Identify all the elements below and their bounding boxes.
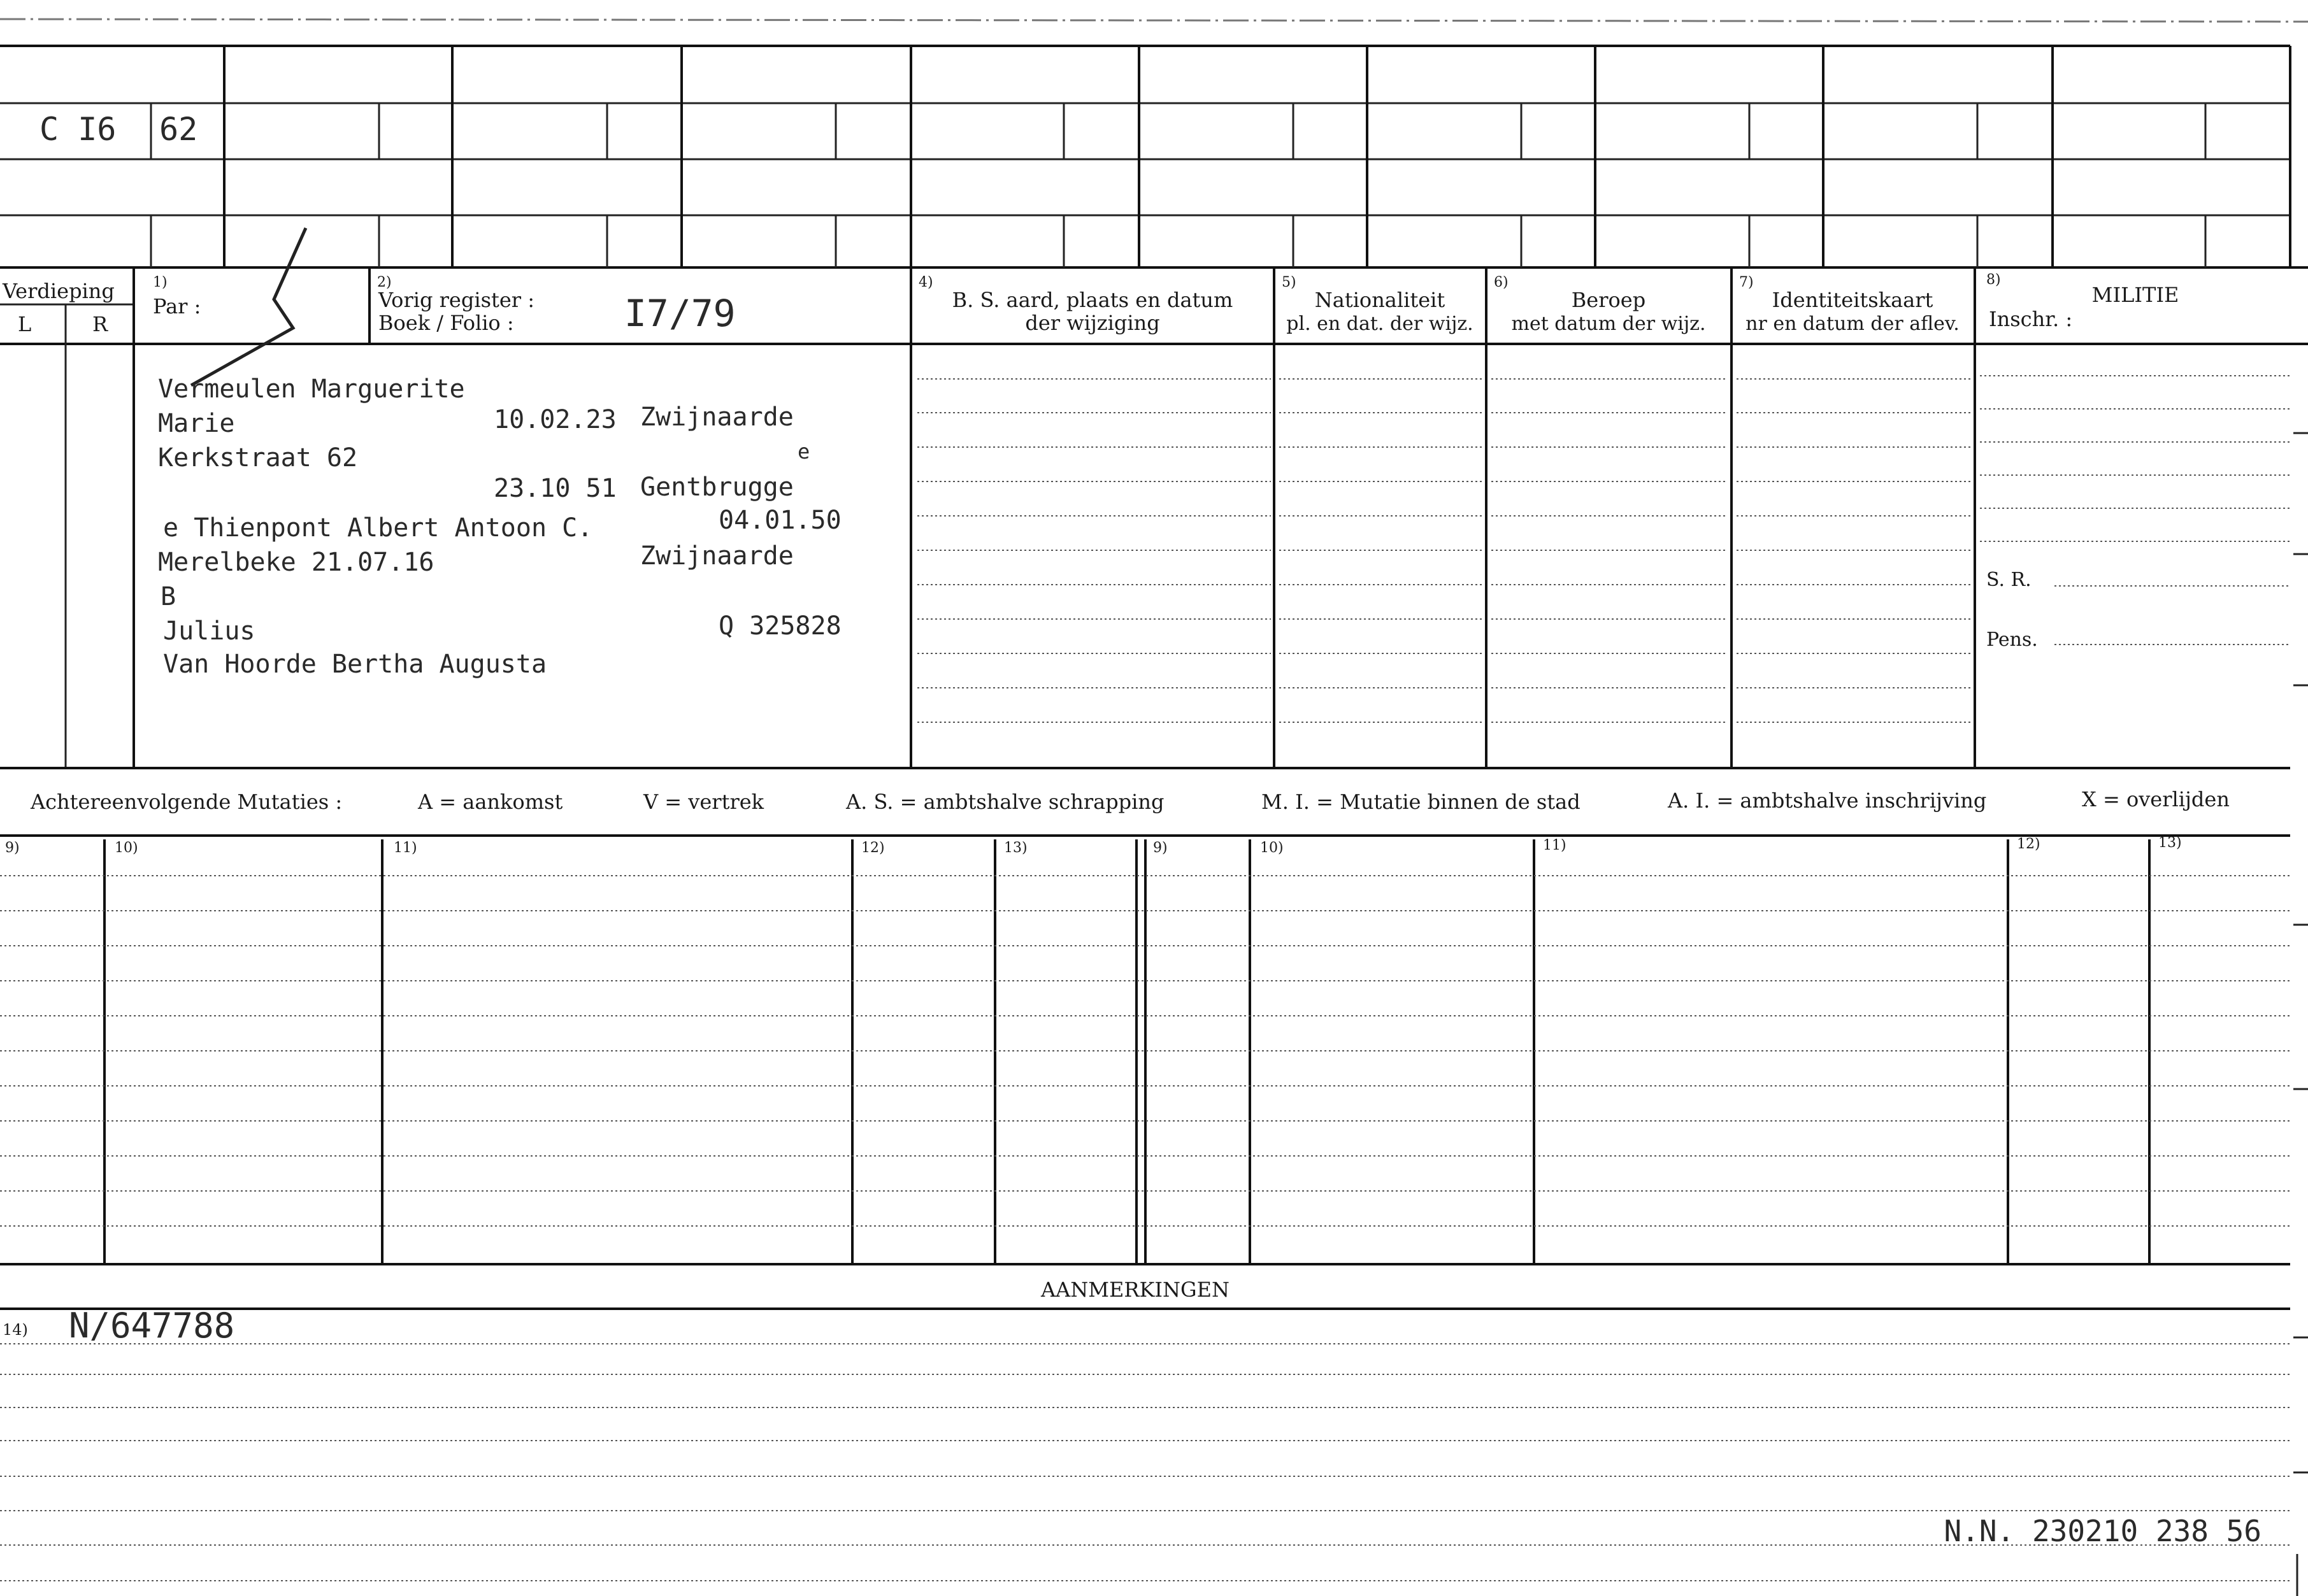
col8-num: 8) <box>1986 272 2001 288</box>
person-line2-place: Zwijnaarde <box>640 403 794 432</box>
col1-num: 1) <box>153 274 168 290</box>
mutaties-label: Achtereenvolgende Mutaties : <box>31 790 343 814</box>
col2-num: 2) <box>377 274 392 290</box>
verdieping-label: Verdieping <box>3 279 115 303</box>
militie-pens: Pens. <box>1986 629 2038 651</box>
col7-line2: nr en datum der aflev. <box>1745 313 1960 335</box>
militie-title: MILITIE <box>2091 283 2179 307</box>
col5-line1: Nationaliteit <box>1314 288 1445 312</box>
mut-left-12: 12) <box>861 840 885 856</box>
person-line3: Kerkstraat 62 <box>158 443 358 473</box>
person-line2-name: Marie <box>158 409 235 438</box>
col6-line2: met datum der wijz. <box>1511 313 1706 335</box>
aanmerkingen-title: AANMERKINGEN <box>1041 1278 1229 1302</box>
mut-left-9: 9) <box>5 840 20 856</box>
mutaties-a: A = aankomst <box>418 790 563 814</box>
col7-num: 7) <box>1739 274 1754 290</box>
col2-line1: Vorig register : <box>378 288 535 312</box>
person-line6: Merelbeke 21.07.16 <box>158 548 434 577</box>
person-line4-place: Gentbrugge <box>640 473 794 502</box>
mut-right-13: 13) <box>2158 835 2182 851</box>
mut-left-10: 10) <box>115 840 138 856</box>
col5-num: 5) <box>1282 274 1296 290</box>
aanmerkingen-num: 14) <box>3 1321 28 1339</box>
mut-left-11: 11) <box>394 840 417 856</box>
aanmerkingen-value: N/647788 <box>69 1306 235 1346</box>
col7-line1: Identiteitskaart <box>1772 288 1933 312</box>
col5-line2: pl. en dat. der wijz. <box>1286 313 1473 335</box>
person-line8-num: Q 325828 <box>719 611 842 641</box>
mutaties-x: X = overlijden <box>2082 787 2230 811</box>
mut-right-9: 9) <box>1153 840 1168 856</box>
nn-number: N.N. 230210 238 56 <box>1944 1514 2261 1548</box>
mutaties-as: A. S. = ambtshalve schrapping <box>846 790 1165 814</box>
mutaties-ai: A. I. = ambtshalve inschrijving <box>1668 788 1987 813</box>
col4-line1: B. S. aard, plaats en datum <box>952 288 1233 312</box>
militie-sr: S. R. <box>1986 569 2032 591</box>
mut-left-13: 13) <box>1004 840 1028 856</box>
mutaties-v: V = vertrek <box>643 790 764 814</box>
person-line2-date: 10.02.23 <box>494 405 617 434</box>
person-line7: B <box>161 582 176 611</box>
person-line3-mark: e <box>798 439 810 464</box>
militie-inschr: Inschr. : <box>1989 307 2073 331</box>
person-line8: Julius <box>163 616 255 646</box>
person-line9: Van Hoorde Bertha Augusta <box>163 650 547 679</box>
mutaties-mi: M. I. = Mutatie binnen de stad <box>1261 790 1580 814</box>
person-line5: e Thienpont Albert Antoon C. <box>163 513 593 543</box>
col4-line2: der wijziging <box>1025 311 1160 335</box>
col1-label: Par : <box>153 294 201 318</box>
person-line1: Vermeulen Marguerite <box>158 374 465 404</box>
person-line5-date: 04.01.50 <box>719 506 842 535</box>
header-code: C I6 <box>39 111 117 148</box>
col2-line2: Boek / Folio : <box>378 311 514 335</box>
mut-right-12: 12) <box>2017 836 2040 852</box>
col6-line1: Beroep <box>1571 288 1646 312</box>
verdieping-l: L <box>18 312 32 336</box>
verdieping-r: R <box>92 312 108 336</box>
vorig-register-value: I7/79 <box>624 292 736 335</box>
person-line4-date: 23.10 51 <box>494 474 617 503</box>
col6-num: 6) <box>1494 274 1509 290</box>
person-line6-place: Zwijnaarde <box>640 541 794 571</box>
mut-right-11: 11) <box>1543 837 1566 853</box>
header-number: 62 <box>159 111 198 148</box>
col4-num: 4) <box>919 274 933 290</box>
mut-right-10: 10) <box>1260 840 1284 856</box>
